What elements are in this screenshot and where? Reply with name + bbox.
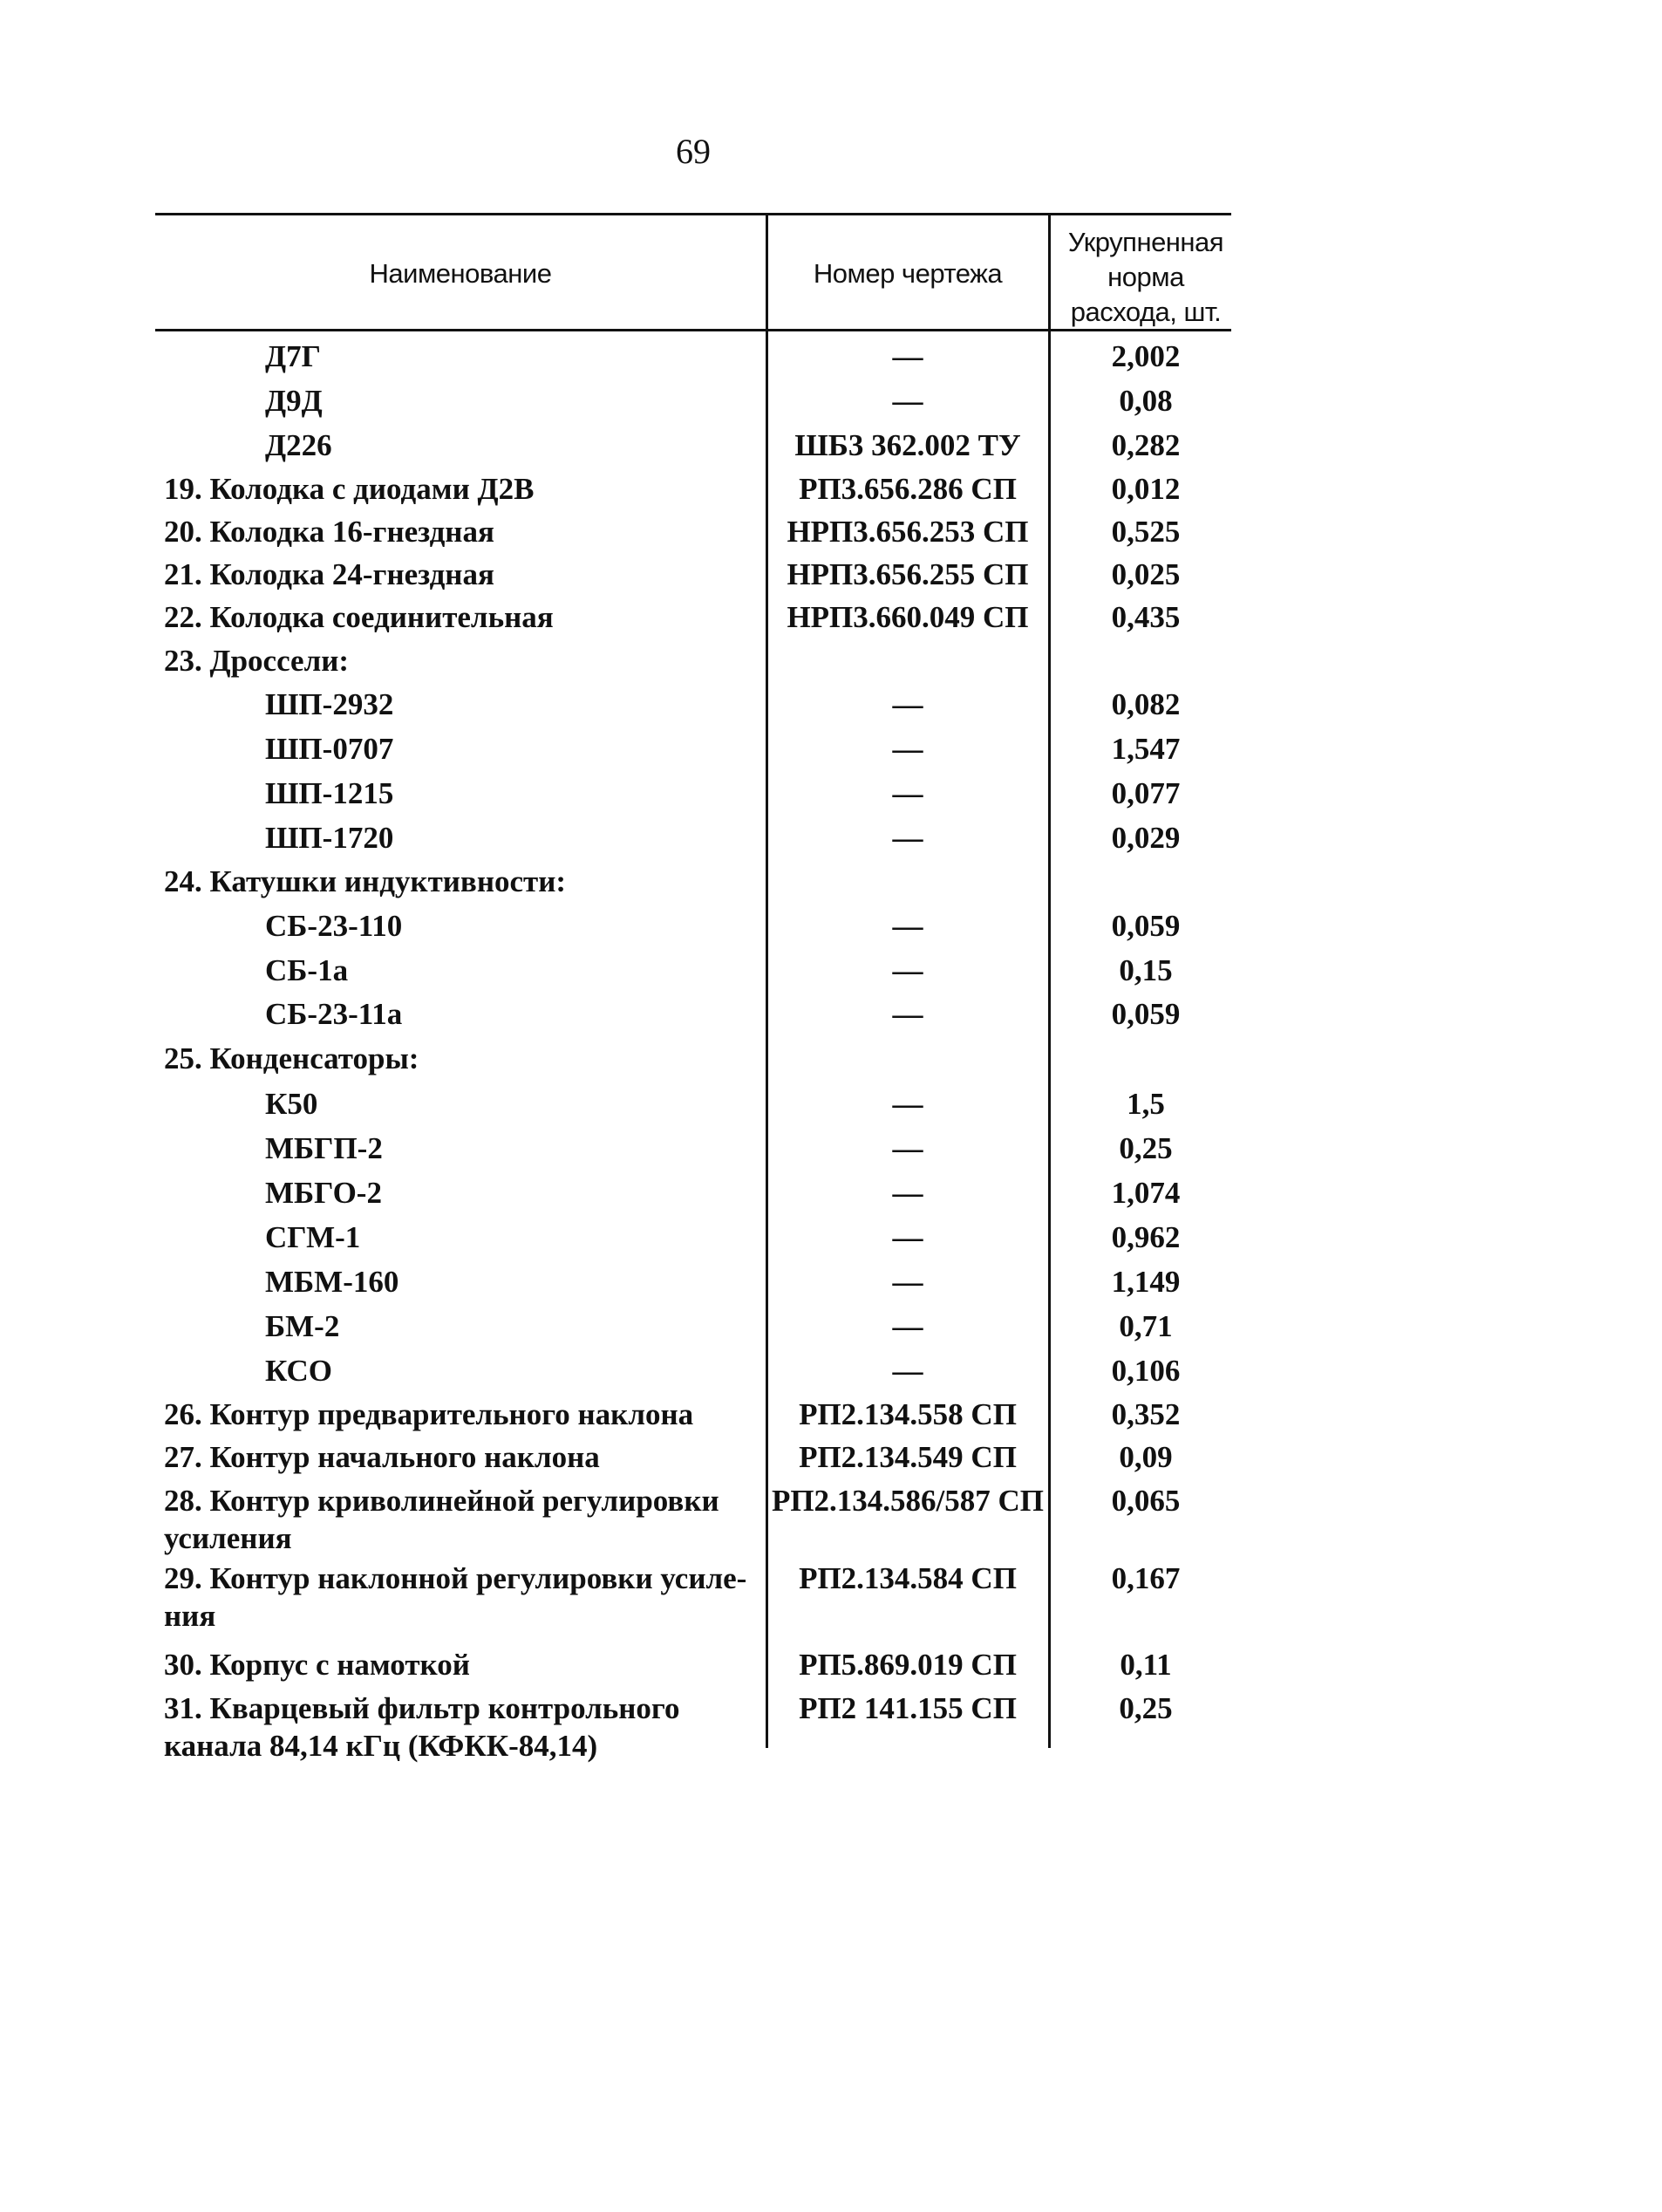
header-norm-line-3: расхода, шт. bbox=[1070, 297, 1222, 327]
row-norm-value: 0,25 bbox=[1119, 1131, 1173, 1165]
row-drawing-number: — bbox=[892, 1220, 923, 1254]
row-norm-value: 1,074 bbox=[1111, 1176, 1181, 1210]
row-norm-value: 0,065 bbox=[1111, 1484, 1181, 1518]
row-name: СБ-23-110 bbox=[265, 909, 403, 943]
row-name: 21. Колодка 24-гнездная bbox=[164, 557, 494, 591]
table-top-rule bbox=[155, 213, 1231, 215]
row-drawing-number: — bbox=[892, 953, 923, 987]
row-drawing-number: — bbox=[892, 1131, 923, 1165]
row-norm-value: 0,106 bbox=[1111, 1354, 1181, 1388]
row-name: МБМ-160 bbox=[265, 1265, 399, 1299]
row-norm-value: 0,08 bbox=[1119, 384, 1173, 418]
row-drawing-number: — bbox=[892, 1087, 923, 1121]
row-norm-value: 0,029 bbox=[1111, 821, 1181, 855]
row-norm-value: 0,059 bbox=[1111, 997, 1181, 1031]
row-drawing-number: — bbox=[892, 1309, 923, 1343]
row-drawing-number: — bbox=[892, 384, 923, 418]
row-name: СБ-1а bbox=[265, 953, 349, 987]
row-name: 29. Контур наклонной регулировки усиле-ния bbox=[164, 1561, 747, 1633]
row-drawing-number: НРП3.656.253 СП bbox=[787, 515, 1029, 549]
row-norm-value: 0,282 bbox=[1111, 428, 1181, 462]
row-norm-value: 0,025 bbox=[1111, 557, 1181, 591]
row-name: МБГП-2 bbox=[265, 1131, 383, 1165]
row-norm-value: 0,525 bbox=[1111, 515, 1181, 549]
row-norm-value: 1,5 bbox=[1127, 1087, 1165, 1121]
header-name: Наименование bbox=[369, 258, 552, 289]
row-name: 31. Кварцевый фильтр контрольного канала 84,14 кГц (КФКК-84,14) bbox=[164, 1691, 680, 1763]
row-name: ШП-1720 bbox=[265, 821, 394, 855]
row-norm-value: 0,077 bbox=[1111, 776, 1181, 810]
row-norm-value: 0,962 bbox=[1111, 1220, 1181, 1254]
row-drawing-number: НРП3.656.255 СП bbox=[787, 557, 1029, 591]
row-name: 26. Контур предварительного наклона bbox=[164, 1397, 694, 1431]
header-norm-line-1: Укрупненная bbox=[1067, 227, 1224, 257]
row-drawing-number: — bbox=[892, 1354, 923, 1388]
row-norm-value: 1,149 bbox=[1111, 1265, 1181, 1299]
row-norm-value: 0,352 bbox=[1111, 1397, 1181, 1431]
row-name: 20. Колодка 16-гнездная bbox=[164, 515, 494, 549]
row-drawing-number: РП2.134.584 СП bbox=[799, 1561, 1017, 1595]
row-drawing-number: — bbox=[892, 821, 923, 855]
row-name: Д9Д bbox=[265, 384, 323, 418]
row-drawing-number: РП2.134.558 СП bbox=[799, 1397, 1017, 1431]
row-name: СБ-23-11а bbox=[265, 997, 403, 1031]
header-norm-line-2: норма bbox=[1107, 262, 1184, 292]
header-consumption-norm bbox=[1049, 225, 1243, 330]
row-norm-value: 0,082 bbox=[1111, 687, 1181, 721]
row-name: 23. Дроссели: bbox=[164, 644, 350, 678]
row-name: 22. Колодка соединительная bbox=[164, 600, 554, 634]
row-drawing-number: — bbox=[892, 776, 923, 810]
row-drawing-number: — bbox=[892, 909, 923, 943]
row-name: СГМ-1 bbox=[265, 1220, 361, 1254]
row-drawing-number: РП3.656.286 СП bbox=[799, 472, 1017, 506]
row-drawing-number: РП2 141.155 СП bbox=[799, 1691, 1017, 1725]
header-drawing-number: Номер чертежа bbox=[813, 258, 1003, 289]
row-name: К50 bbox=[265, 1087, 318, 1121]
row-name: КСО bbox=[265, 1354, 333, 1388]
row-drawing-number: РП2.134.586/587 СП bbox=[771, 1484, 1045, 1518]
row-norm-value: 0,012 bbox=[1111, 472, 1181, 506]
row-drawing-number: ШБ3 362.002 ТУ bbox=[794, 428, 1021, 462]
row-norm-value: 1,547 bbox=[1111, 732, 1181, 766]
row-norm-value: 0,09 bbox=[1119, 1440, 1173, 1474]
row-name: БМ-2 bbox=[265, 1309, 340, 1343]
row-drawing-number: РП2.134.549 СП bbox=[799, 1440, 1017, 1474]
row-norm-value: 0,71 bbox=[1119, 1309, 1173, 1343]
row-name: 28. Контур криволинейной регулировки усиления bbox=[164, 1484, 719, 1555]
page-number: 69 bbox=[676, 132, 711, 171]
row-name: 30. Корпус с намоткой bbox=[164, 1648, 470, 1682]
row-drawing-number: — bbox=[892, 997, 923, 1031]
row-norm-value: 0,059 bbox=[1111, 909, 1181, 943]
row-norm-value: 0,167 bbox=[1111, 1561, 1181, 1595]
row-name: ШП-1215 bbox=[265, 776, 394, 810]
row-drawing-number: РП5.869.019 СП bbox=[799, 1648, 1017, 1682]
row-name: ШП-0707 bbox=[265, 732, 394, 766]
row-drawing-number: — bbox=[892, 732, 923, 766]
row-drawing-number: НРП3.660.049 СП bbox=[787, 600, 1029, 634]
row-norm-value: 0,11 bbox=[1120, 1648, 1172, 1682]
row-name: Д226 bbox=[265, 428, 332, 462]
row-name: МБГО-2 bbox=[265, 1176, 382, 1210]
row-name: Д7Г bbox=[265, 339, 321, 373]
row-norm-value: 0,25 bbox=[1119, 1691, 1173, 1725]
row-name: 19. Колодка с диодами Д2В bbox=[164, 472, 535, 506]
row-norm-value: 2,002 bbox=[1111, 339, 1181, 373]
row-drawing-number: — bbox=[892, 339, 923, 373]
row-drawing-number: — bbox=[892, 687, 923, 721]
row-norm-value: 0,435 bbox=[1111, 600, 1181, 634]
row-name: 27. Контур начального наклона bbox=[164, 1440, 600, 1474]
row-name: 25. Конденсаторы: bbox=[164, 1041, 419, 1075]
row-drawing-number: — bbox=[892, 1265, 923, 1299]
row-norm-value: 0,15 bbox=[1119, 953, 1173, 987]
row-drawing-number: — bbox=[892, 1176, 923, 1210]
row-name: 24. Катушки индуктивности: bbox=[164, 864, 567, 898]
row-name: ШП-2932 bbox=[265, 687, 394, 721]
